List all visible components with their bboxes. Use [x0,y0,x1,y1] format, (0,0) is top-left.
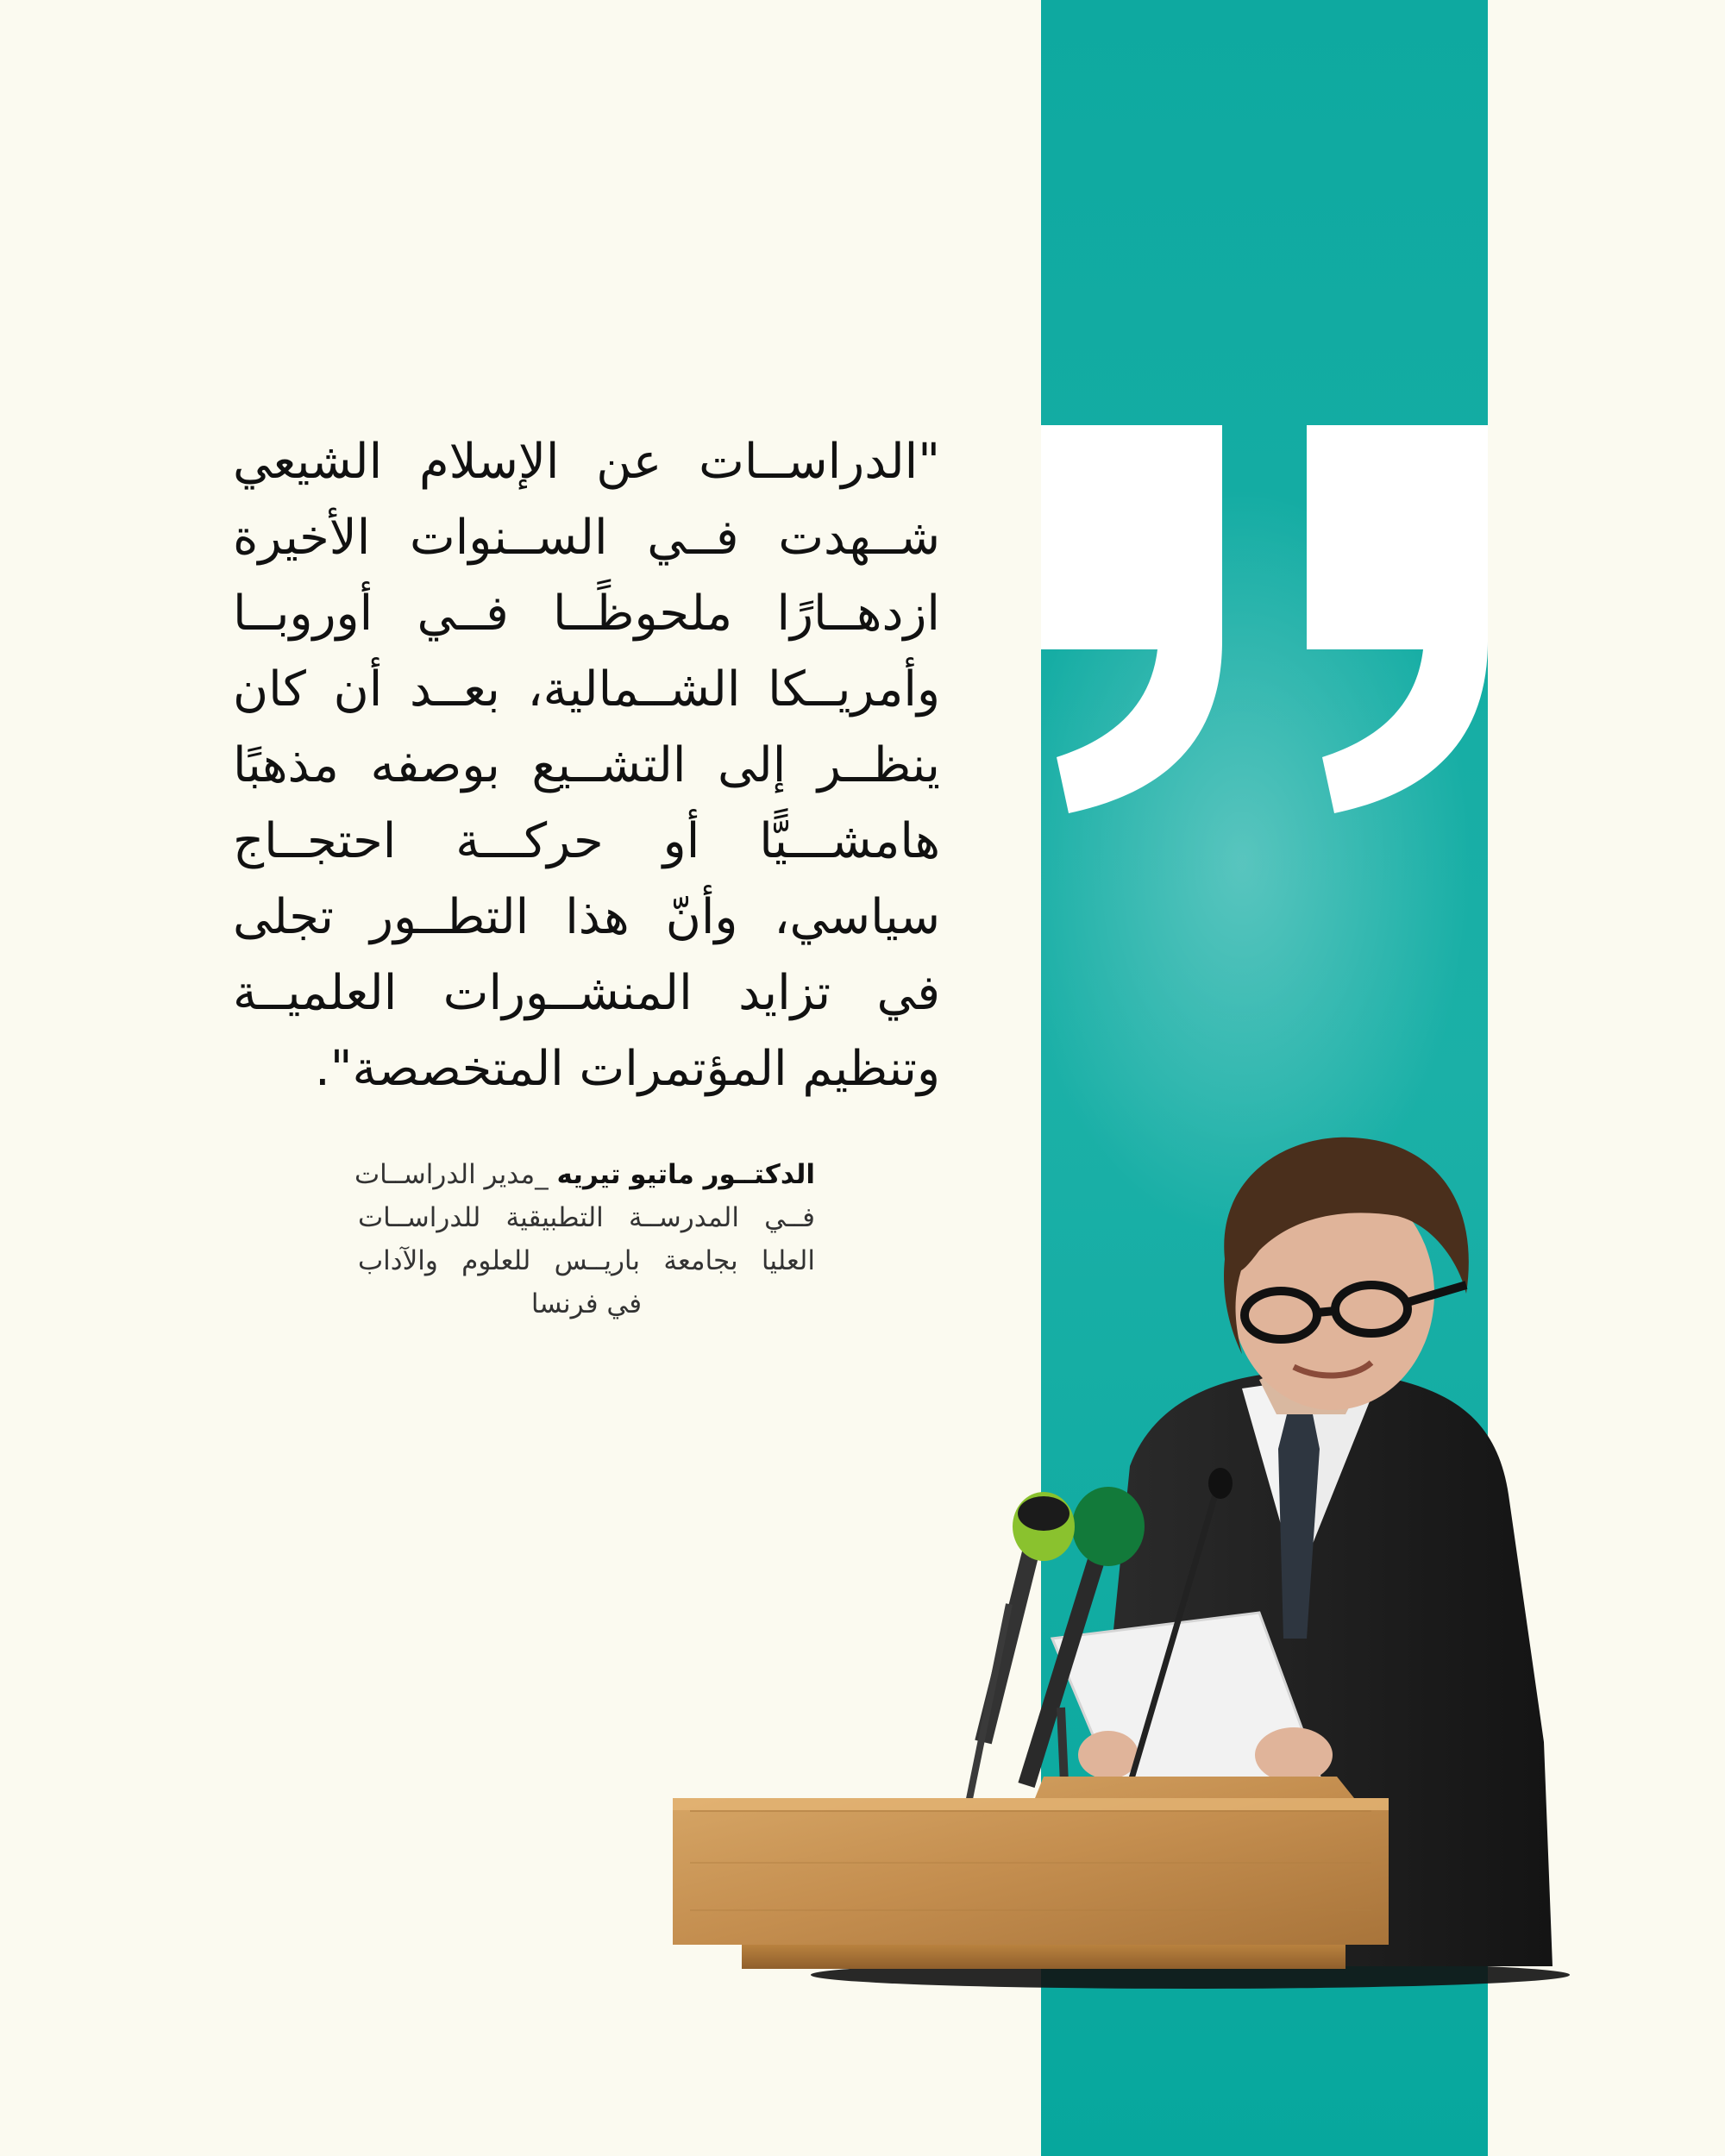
attribution-line: في فرنسا [530,1288,643,1319]
quote-line: وتنظيم المؤتمرات المتخصصة". [314,1041,940,1097]
quote-line: ينظــر إلى التشــيع بوصفه مذهبًا [233,737,940,793]
quote-line: ازدهــارًا ملحوظًــا فــي أوروبــا [233,586,940,642]
speaker-title: _مدير الدراســات [354,1159,557,1190]
quote-line: "الدراســات عن الإسلام الشيعي [233,434,940,490]
speaker-name: الدكتــور ماتيو تيريه [556,1159,815,1190]
quote-text [233,424,940,1107]
quotation-mark-icon [1041,425,1488,822]
quote-line: شــهدت فــي الســنوات الأخيرة [233,510,940,566]
quote-line: في تزايد المنشــورات العلميــة [233,965,940,1021]
quote-line: هامشـــيًّا أو حركـــة احتجــاج [233,813,940,869]
speaker-photo [638,1121,1639,2018]
podium [673,1777,1389,1969]
quote-line: وأمريــكا الشــمالية، بعــد أن كان [233,661,940,718]
attribution-line: العليا بجامعة باريــس للعلوم والآداب [358,1245,815,1276]
attribution-line: فــي المدرســة التطبيقية للدراســات [358,1202,815,1233]
quote-line: سياسي، وأنّ هذا التطــور تجلى [233,889,940,945]
